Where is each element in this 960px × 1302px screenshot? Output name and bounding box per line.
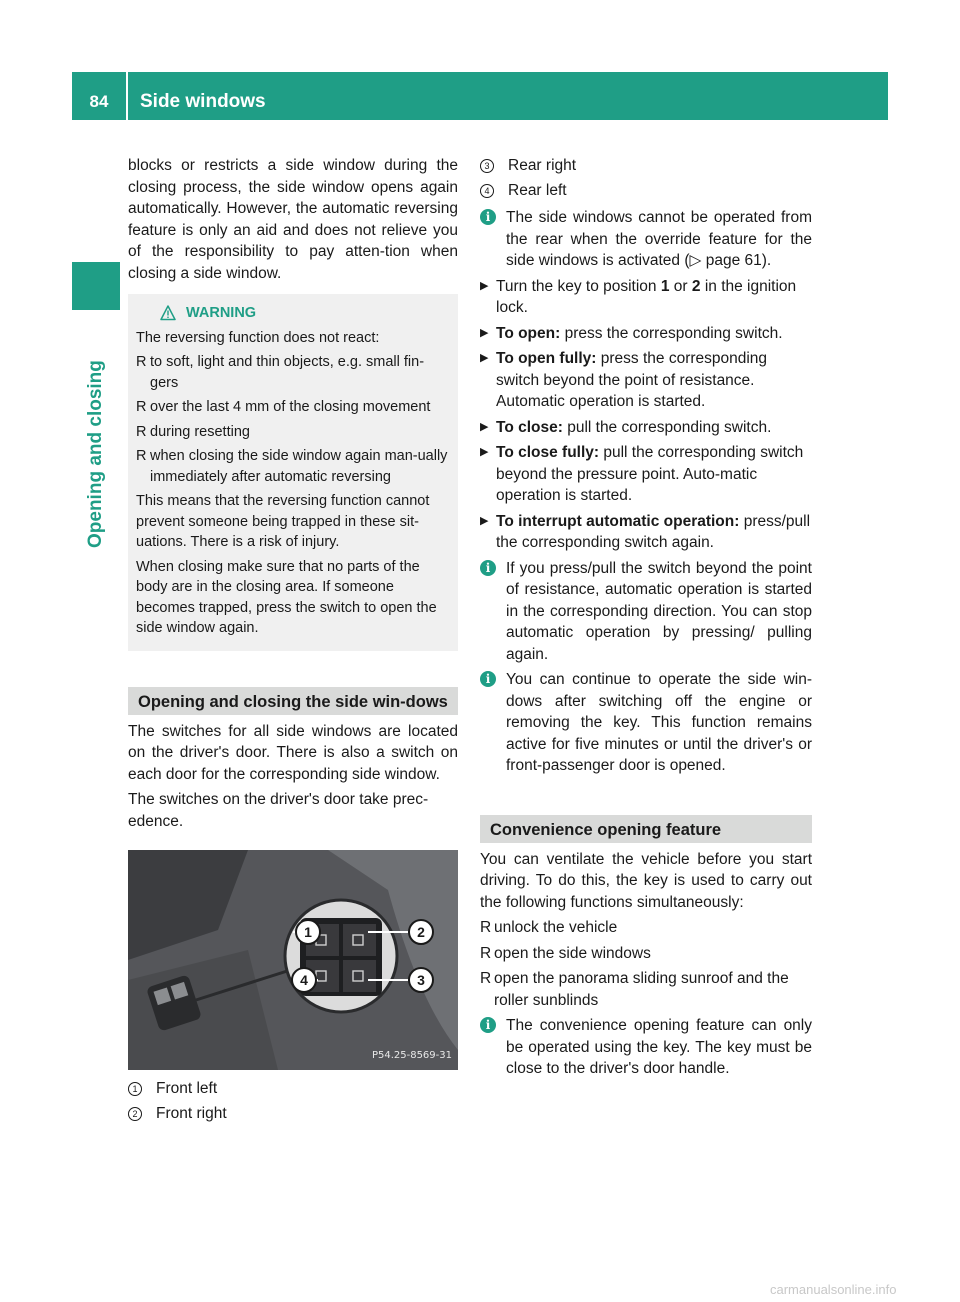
instruction-step: [480, 442, 812, 507]
instruction-step: [480, 348, 812, 413]
instruction-step: [480, 511, 812, 554]
callout-1: [296, 920, 320, 944]
section-heading: Convenience opening feature: [480, 815, 812, 843]
legend-number: 4: [480, 184, 494, 198]
chapter-label: Opening and closing: [85, 360, 106, 548]
warning-bullet: [136, 446, 450, 487]
header-divider: [126, 72, 128, 120]
legend-item: [128, 1103, 458, 1125]
info-note: [480, 669, 812, 777]
info-icon: i: [480, 671, 496, 687]
info-text: The side windows cannot be operated from the rear when the override feature for the side windows is activated (▷ page 61).: [506, 209, 812, 269]
list-item: [480, 917, 812, 939]
legend-text: Front right: [156, 1104, 227, 1122]
warning-lead: The reversing function does not react:: [136, 329, 380, 346]
step-text: Turn the key to position 1 or 2 in the ignition lock.: [496, 277, 797, 316]
step-arrow-icon: ▶: [480, 514, 489, 527]
info-icon: i: [480, 560, 496, 576]
info-note: [480, 207, 812, 272]
bullet-mark: R: [136, 448, 147, 464]
list-item: [480, 943, 812, 965]
bullet-mark: R: [136, 423, 147, 440]
warning-bullet-text: to soft, light and thin objects, e.g. small fin-gers: [150, 354, 425, 391]
svg-text:1: 1: [304, 924, 312, 940]
info-text: The convenience opening feature can only be operated using the key. The key must be close to the driver's door handle.: [506, 1017, 812, 1077]
chapter-tab: [72, 262, 120, 310]
list-item-text: unlock the vehicle: [494, 919, 618, 936]
intro-paragraph: blocks or restricts a side window during the closing process, the side window opens again automatically. However, the automatic reversing feature is only an aid and does not relieve you of the responsibility to pay atten-tion when closing a side window.: [128, 157, 458, 282]
right-column: [480, 155, 812, 1084]
warning-bullet-text: when closing the side window again man-ually immediately after automatic reversing: [150, 448, 448, 485]
step-arrow-icon: ▶: [480, 446, 489, 458]
warning-title: WARNING: [186, 305, 257, 321]
bullet-mark: R: [480, 919, 492, 936]
list-item: [480, 968, 812, 1011]
step-text: To interrupt automatic operation: press/pull the corresponding switch again.: [496, 512, 811, 551]
step-arrow-icon: ▶: [480, 326, 489, 339]
warning-paragraph: When closing make sure that no parts of the body are in the closing area. If someone becomes trapped, press the switch to open the side window again.: [136, 558, 437, 636]
callout-2: [409, 920, 433, 944]
warning-bullet: [136, 352, 450, 393]
bullet-mark: R: [136, 399, 147, 415]
legend-item: [128, 1078, 458, 1100]
info-text: If you press/pull the switch beyond the point of resistance, automatic operation is started in the corresponding direction. You can stop automatic operation by pressing/ pulling again.: [506, 559, 812, 663]
warning-box: [128, 294, 458, 651]
legend-number: 1: [128, 1082, 142, 1096]
legend-text: Front left: [156, 1080, 218, 1097]
info-icon: i: [480, 209, 496, 225]
body-paragraph: You can ventilate the vehicle before you start driving. To do this, the key is used to carry out the following functions simultaneously:: [480, 850, 812, 911]
info-text: You can continue to operate the side win-dows after switching off the engine or removing the key. This function remains active for five minutes or until the driver's or front-passenger door is opened.: [506, 671, 812, 774]
left-column: [128, 155, 458, 1127]
svg-text:2: 2: [417, 924, 425, 940]
callout-4: [292, 968, 316, 992]
legend-text: Rear right: [508, 157, 577, 174]
step-text: To close: pull the corresponding switch.: [496, 418, 772, 436]
step-arrow-icon: ▶: [480, 352, 489, 364]
step-arrow-icon: ▶: [480, 279, 489, 292]
section-heading: Opening and closing the side win-dows: [128, 687, 458, 715]
warning-bullet-text: during resetting: [150, 423, 250, 440]
body-paragraph: The switches on the driver's door take prec-edence.: [128, 791, 429, 830]
warning-bullet-text: over the last 4 mm of the closing movement: [150, 399, 431, 415]
instruction-step: [480, 417, 812, 439]
warning-triangle-icon: [160, 305, 176, 321]
bullet-mark: R: [136, 354, 147, 370]
warning-paragraph: This means that the reversing function cannot prevent someone being trapped in these sit-uations. There is a risk of injury.: [136, 493, 430, 550]
switch-illustration: [128, 850, 458, 1070]
info-note: [480, 558, 812, 666]
footer-watermark: carmanualsonline.info: [770, 1281, 897, 1297]
legend-item: [480, 180, 812, 202]
window-switch-figure: [128, 850, 458, 1070]
legend-item: [480, 155, 812, 177]
bullet-mark: R: [480, 970, 492, 987]
step-text: To close fully: pull the corresponding switch beyond the pressure point. Auto-matic operation is started.: [496, 444, 804, 504]
warning-heading: [136, 303, 450, 324]
callout-3: [409, 968, 433, 992]
bullet-mark: R: [480, 944, 492, 962]
warning-bullet: [136, 422, 450, 443]
step-text: To open fully: press the corresponding switch beyond the point of resistance. Automatic operation is started.: [496, 350, 768, 410]
legend-number: 2: [128, 1107, 142, 1121]
info-note: [480, 1015, 812, 1080]
figure-code: P54.25-8569-31: [371, 1049, 452, 1061]
legend-number: 3: [480, 159, 494, 173]
body-paragraph: The switches for all side windows are located on the driver's door. There is also a switch on each door for the corresponding side window.: [128, 722, 458, 783]
svg-text:4: 4: [300, 972, 308, 988]
list-item-text: open the panorama sliding sunroof and the roller sunblinds: [494, 970, 789, 1009]
list-item-text: open the side windows: [494, 944, 651, 962]
warning-bullet: [136, 397, 450, 418]
page-number: 84: [89, 92, 109, 111]
instruction-step: [480, 323, 812, 345]
legend-text: Rear left: [508, 181, 567, 199]
info-icon: i: [480, 1017, 496, 1033]
step-text: To open: press the corresponding switch.: [496, 324, 783, 342]
step-arrow-icon: ▶: [480, 420, 489, 433]
page-title: Side windows: [140, 91, 266, 112]
svg-text:3: 3: [417, 972, 425, 988]
instruction-step: [480, 276, 812, 319]
